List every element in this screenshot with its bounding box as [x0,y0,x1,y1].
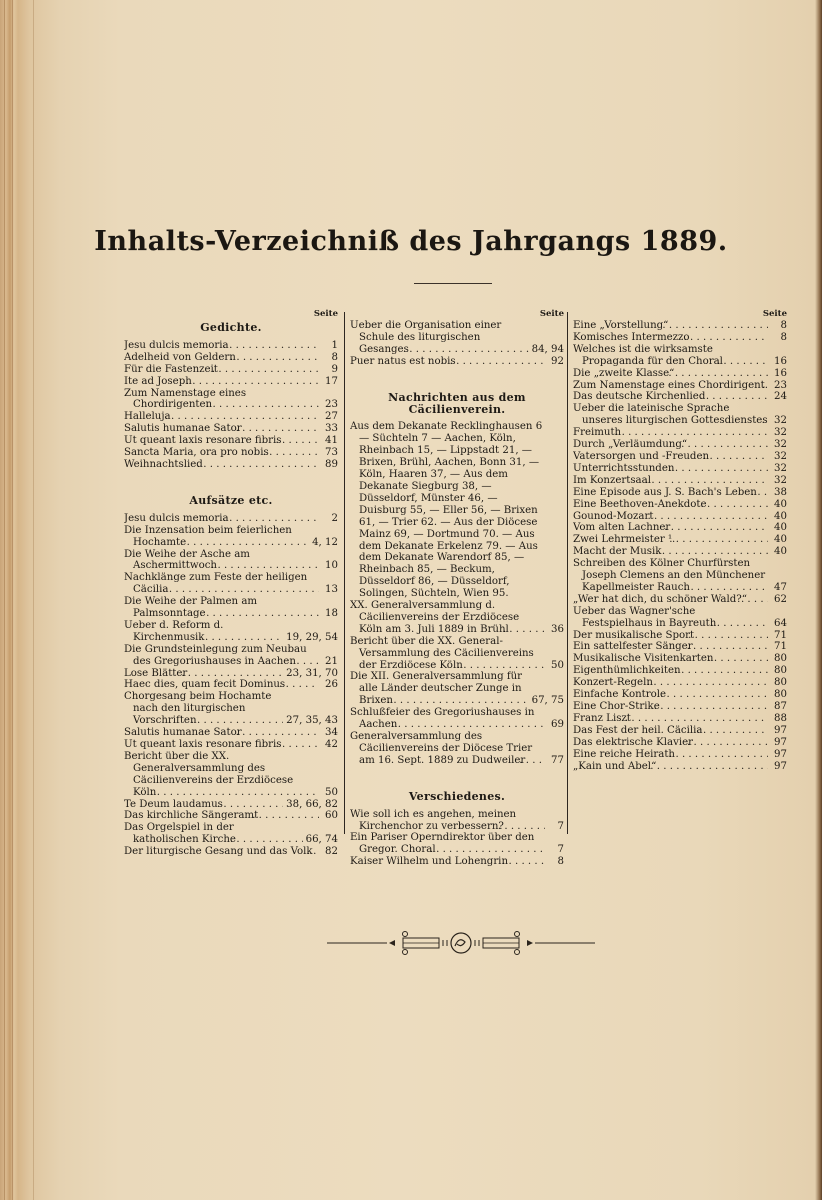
toc-entry-pages: 40 [774,534,787,546]
toc-entry [573,451,787,463]
toc-entry [350,636,564,672]
toc-entry-title: Konzert-Regeln . . . [573,677,768,689]
toc-entry-title: Die Weihe der Palmen am Palmsonntage . . . [124,596,319,620]
toc-entry-pages: 97 [774,724,787,736]
toc-entry-title: XX. Generalversammlung d. Cäcilienvereins der Erzdiöcese Köln am 3. Juli 1889 in Brühl . . . [350,600,545,636]
toc-entry [124,525,338,549]
toc-entry [124,423,338,435]
toc-entry-title: Ut queant laxis resonare fibris . . . [124,435,319,447]
toc-entry [124,376,338,388]
toc-entry-pages: 97 [774,760,787,772]
toc-entry-title: Lose Blätter . . . [124,668,283,680]
toc-entry-pages: 67, 75 [531,695,564,707]
toc-entry-title: Der musikalische Sport . . . [573,630,768,642]
toc-entry-title: Eine Episode aus J. S. Bach's Leben . . . [573,487,768,499]
toc-entry [573,653,787,665]
toc-entry-pages: 23 [325,399,338,411]
toc-entry [124,727,338,739]
toc-entry-pages: 27 [325,411,338,423]
toc-entry-title: Ein sattelfester Sänger . . . [573,641,768,653]
toc-entry-title: Das Orgelspiel in der katholischen Kirche . . . [124,822,303,846]
section-heading: Gedichte. [200,321,262,334]
toc-entry-title: Gounod-Mozart . . . [573,511,768,523]
toc-entry-pages: 50 [325,786,338,798]
toc-entry-pages: 21 [325,655,338,667]
toc-entry-pages: 40 [774,546,787,558]
toc-entry [573,511,787,523]
toc-entry [573,665,787,677]
toc-entry-title: Zum Namenstage eines Chordirigent. . . . [573,380,768,392]
toc-entry [573,630,787,642]
toc-entry-title: Komisches Intermezzo . . . [573,332,768,344]
toc-entry-title: Adelheid von Geldern . . . [124,352,319,364]
toc-entry [350,421,564,600]
toc-entry [124,388,338,412]
toc-entry-title: Nachklänge zum Feste der heiligen Cäcilia . . . [124,572,319,596]
toc-entry [573,546,787,558]
toc-entry [573,641,787,653]
toc-entry-title: Eine Beethoven-Anekdote . . . [573,499,768,511]
toc-entry-pages: 8 [331,351,338,363]
toc-entry-title: Salutis humanae Sator . . . [124,423,319,435]
toc-entry-pages: 47 [774,581,787,593]
toc-entry-pages: 42 [325,739,338,750]
toc-entry-title: Die Inzensation beim feierlichen Hochamte . . . [124,525,309,549]
toc-entry [573,737,787,749]
toc-entry-pages: 69 [551,719,564,731]
toc-entry-pages: 27, 35, 43 [286,715,338,727]
toc-entry [124,596,338,620]
toc-entry-pages: 26 [325,679,338,691]
section-heading: Nachrichten aus dem Cäcilienverein. [388,390,526,416]
toc-entry-title: Zwei Lehrmeister ¹. . . . [573,534,768,546]
toc-entry-pages: 71 [774,629,787,641]
toc-entry [350,707,564,731]
toc-entry [350,600,564,636]
toc-entry [573,499,787,511]
toc-entry-pages: 32 [774,450,787,462]
toc-entry-pages: 23, 31, 70 [286,667,338,679]
toc-entry-pages: 40 [774,498,787,510]
toc-entry [350,671,564,707]
toc-entry-title: Sancta Maria, ora pro nobis . . . [124,447,319,459]
toc-entry-pages: 62 [774,593,787,605]
toc-entry-pages: 1 [331,339,338,351]
toc-entry [573,439,787,451]
toc-entry-title: Salutis humanae Sator . . . [124,727,319,739]
toc-entry-title: Generalversammlung des Cäcilienvereins der Diöcese Trier am 16. Sept. 1889 zu Dudweiler . . . [350,731,545,767]
toc-entry-pages: 60 [325,810,338,822]
toc-entry [573,368,787,380]
toc-entry-pages: 34 [325,727,338,739]
toc-entry-title: Das kirchliche Sängeramt . . . [124,810,319,822]
toc-entry-title: Ut queant laxis resonare fibris . . . [124,739,319,751]
toc-entry [573,427,787,439]
toc-entry-title: Zum Namenstage eines Chordirigenten . . . [124,388,319,412]
toc-entry-pages: 38 [774,486,787,498]
toc-entry-title: Ueber das Wagner'sche Festspielhaus in Bayreuth . . . [573,606,768,630]
page-column-label: Seite [762,309,787,319]
toc-entry-title: Der liturgische Gesang und das Volk . . . [124,846,319,858]
toc-entry [124,846,338,858]
toc-entry-pages: 16 [774,367,787,379]
toc-entry-pages: 8 [780,331,787,343]
toc-entry-pages: 32 [774,462,787,474]
toc-entry [573,463,787,475]
toc-entry-pages: 89 [325,458,338,470]
toc-entry-pages: 87 [774,701,787,712]
toc-entry [573,761,787,773]
toc-entry [124,751,338,799]
toc-entry [573,332,787,344]
toc-entry-title: „Kain und Abel“ . . . [573,761,768,773]
toc-entry [124,822,338,846]
toc-entry-pages: 16 [774,355,787,367]
toc-entry-pages: 80 [774,677,787,689]
toc-entry-pages: 82 [325,846,338,858]
toc-entry [350,832,564,856]
toc-entry-pages: 2 [331,512,338,524]
toc-entry-pages: 17 [325,375,338,387]
toc-entry-title: Bericht über die XX. General-Versammlung des Cäcilienvereins der Erzdiöcese Köln . . . [350,636,545,672]
toc-entry-title: Bericht über die XX. Generalversammlung des Cäcilienvereins der Erzdiöcese Köln . . . [124,751,319,799]
toc-entry-pages: 13 [325,584,338,596]
toc-entry-title: Eigenthümlichkeiten . . . [573,665,768,677]
toc-entry-title: Eine reiche Heirath . . . [573,749,768,761]
toc-entry-pages: 18 [325,608,338,620]
toc-entry-title: Ueber die lateinische Sprache unseres liturgischen Gottesdienstes . . . [573,403,768,427]
toc-column-left [124,308,338,858]
toc-entry-pages: 19, 29, 54 [286,631,338,643]
page-edge-line [33,0,34,1200]
toc-entry-title: Ueber die Organisation einer Schule des liturgischen Gesanges . . . [350,320,529,356]
page-edge-line [4,0,5,1200]
toc-entry-pages: 80 [774,689,787,701]
toc-entry-title: Chorgesang beim Hochamte nach den liturgischen Vorschriften . . . [124,691,283,727]
toc-entry-title: Schlußfeier des Gregoriushauses in Aachen . . . [350,707,545,731]
toc-entry-pages: 36 [551,623,564,635]
toc-entry-pages: 40 [774,522,787,534]
toc-entry-title: Das Fest der heil. Cäcilia . . . [573,725,768,737]
toc-entry-pages: 97 [774,748,787,760]
toc-entry [124,447,338,459]
toc-column-middle [350,308,564,868]
toc-entry-title: Macht der Musik . . . [573,546,768,558]
toc-entry [124,644,338,668]
toc-entry [124,513,338,525]
toc-entry [350,356,564,368]
toc-entry-title: Die Grundsteinlegung zum Neubau des Gregoriushauses in Aachen . . . [124,644,319,668]
toc-entry [573,403,787,427]
toc-entry [124,411,338,423]
toc-entry-title: Schreiben des Kölner Churfürsten Joseph Clemens an den Münchener Kapellmeister Rauch . . . [573,558,768,594]
page-column-label: Seite [539,309,564,319]
toc-entry-pages: 10 [325,560,338,572]
page-column-label: Seite [313,309,338,319]
toc-entry [573,594,787,606]
section-heading: Aufsätze etc. [189,493,273,507]
toc-entry-title: Jesu dulcis memoria . . . [124,340,319,352]
toc-entry [573,749,787,761]
toc-entry [124,799,338,811]
toc-entry-pages: 32 [774,427,787,439]
toc-entry-pages: 8 [557,856,564,868]
toc-entry [573,487,787,499]
toc-entry [124,739,338,751]
toc-entry-pages: 80 [774,665,787,677]
toc-entry [573,725,787,737]
toc-entry-title: Das elektrische Klavier . . . [573,737,768,749]
toc-column-right [573,308,787,772]
toc-entry-pages: 38, 66, 82 [286,798,338,810]
toc-entry [573,701,787,713]
toc-entry [124,352,338,364]
toc-entry [124,459,338,471]
toc-entry-title: Die Weihe der Asche am Aschermittwoch . . . [124,549,319,573]
section-heading: Verschiedenes. [408,789,506,803]
toc-entry-title: Franz Liszt . . . [573,713,768,725]
toc-entry-title: Ein Pariser Operndirektor über den Gregor. Choral . . . [350,832,545,856]
toc-entry-title: „Wer hat dich, du schöner Wald?“ . . . [573,594,768,606]
toc-entry [350,731,564,767]
toc-entry [124,549,338,573]
toc-entry-title: Welches ist die wirksamste Propaganda für den Choral . . . [573,344,768,368]
toc-entry-title: Das deutsche Kirchenlied . . . [573,391,768,403]
toc-entry [573,344,787,368]
toc-entry-title: Kaiser Wilhelm und Lohengrin . . . [350,856,545,868]
toc-entry [573,534,787,546]
toc-entry-pages: 7 [557,820,564,832]
toc-entry-title: Halleluja . . . [124,411,319,423]
toc-entry-title: Einfache Kontrole . . . [573,689,768,701]
page-edge-line [12,0,13,1200]
toc-entry-title: Wie soll ich es angehen, meinen Kirchenchor zu verbessern? . . . [350,809,545,833]
toc-entry-pages: 66, 74 [305,834,338,846]
toc-entry-pages: 32 [774,415,787,427]
toc-entry-pages: 4, 12 [312,536,338,548]
toc-entry [573,522,787,534]
toc-entry-pages: 32 [774,474,787,486]
toc-entry-pages: 40 [774,510,787,522]
toc-entry-pages: 77 [551,754,564,766]
toc-entry [124,340,338,352]
toc-entry-title: Für die Fastenzeit . . . [124,364,319,376]
toc-entry [350,320,564,356]
toc-entry-pages: 64 [774,617,787,629]
toc-entry-pages: 80 [774,653,787,665]
toc-entry-title: Aus dem Dekanate Recklinghausen 6 — Süchteln 7 — Aachen, Köln, Rheinbach 15, — Lippstadt 21, — Brixen, Brühl, Aachen, Bonn 31, — Köln, Haaren 37, — Aus dem Dekanate Siegburg 38, — Düsseldorf, Münster 46, — Duisburg 55, — Eller 56, — Brixen 61, — Trier 62. — Aus der Diöcese Mainz 69, — Dortmund 70. — Aus dem Dekanate Erkelenz 79. — Aus dem Dekanate Warendorf 85, — Rheinbach 85, — Beckum, Düsseldorf 86, — Düsseldorf, Solingen, Süchteln, Wien 95. [350,421,543,600]
toc-entry [573,320,787,332]
toc-entry-title: Vatersorgen und -Freuden . . . [573,451,768,463]
toc-entry-pages: 23 [774,379,787,391]
toc-entry-pages: 71 [774,641,787,653]
toc-entry [573,558,787,594]
toc-entry [573,391,787,403]
toc-entry [124,679,338,691]
toc-entry-title: Haec dies, quam fecit Dominus . . . [124,679,319,691]
toc-entry-title: Puer natus est nobis . . . [350,356,545,368]
decorative-divider-icon [325,928,597,958]
column-divider [567,312,568,834]
toc-entry-title: Unterrichtsstunden . . . [573,463,768,475]
toc-entry [124,435,338,447]
toc-entry [124,691,338,727]
toc-entry-title: Ite ad Joseph . . . [124,376,319,388]
toc-entry-pages: 50 [551,659,564,671]
toc-entry [573,713,787,725]
toc-entry-title: Die XII. Generalversammlung für alle Länder deutscher Zunge in Brixen . . . [350,671,529,707]
toc-entry-pages: 84, 94 [531,343,564,355]
page-title: Inhalts-Verzeichniß des Jahrgangs 1889. [94,226,728,257]
toc-entry-pages: 32 [774,439,787,451]
toc-entry [573,380,787,392]
toc-entry-title: Freimuth . . . [573,427,768,439]
toc-entry-title: Ueber d. Reform d. Kirchenmusik . . . [124,620,283,644]
toc-entry-pages: 9 [331,363,338,375]
toc-entry-pages: 88 [774,712,787,724]
title-underline [414,283,492,284]
toc-entry [573,475,787,487]
toc-entry-title: Weihnachtslied . . . [124,459,319,471]
toc-entry-pages: 33 [325,423,338,435]
toc-entry-title: Musikalische Visitenkarten . . . [573,653,768,665]
toc-entry [573,689,787,701]
toc-entry-pages: 73 [325,447,338,459]
toc-entry [124,572,338,596]
toc-entry-pages: 24 [774,391,787,403]
toc-entry-title: Eine „Vorstellung“ . . . [573,320,768,332]
toc-entry-pages: 7 [557,844,564,856]
toc-entry [350,856,564,868]
toc-entry-pages: 8 [780,320,787,331]
toc-entry [573,606,787,630]
toc-entry-pages: 92 [551,355,564,367]
toc-entry-pages: 97 [774,736,787,748]
toc-entry-title: Die „zweite Klasse“ . . . [573,368,768,380]
column-divider [344,312,345,834]
toc-entry [124,668,338,680]
toc-entry-title: Te Deum laudamus . . . [124,799,283,811]
toc-entry-title: Jesu dulcis memoria . . . [124,513,319,525]
toc-entry [350,809,564,833]
toc-entry [124,364,338,376]
toc-entry [573,677,787,689]
toc-entry-pages: 41 [325,435,338,447]
toc-entry-title: Eine Chor-Strike . . . [573,701,768,713]
toc-entry-title: Durch „Verläumdung“ . . . [573,439,768,451]
toc-entry-title: Im Konzertsaal . . . [573,475,768,487]
toc-entry-title: Vom alten Lachner . . . [573,522,768,534]
toc-entry [124,810,338,822]
toc-entry [124,620,338,644]
